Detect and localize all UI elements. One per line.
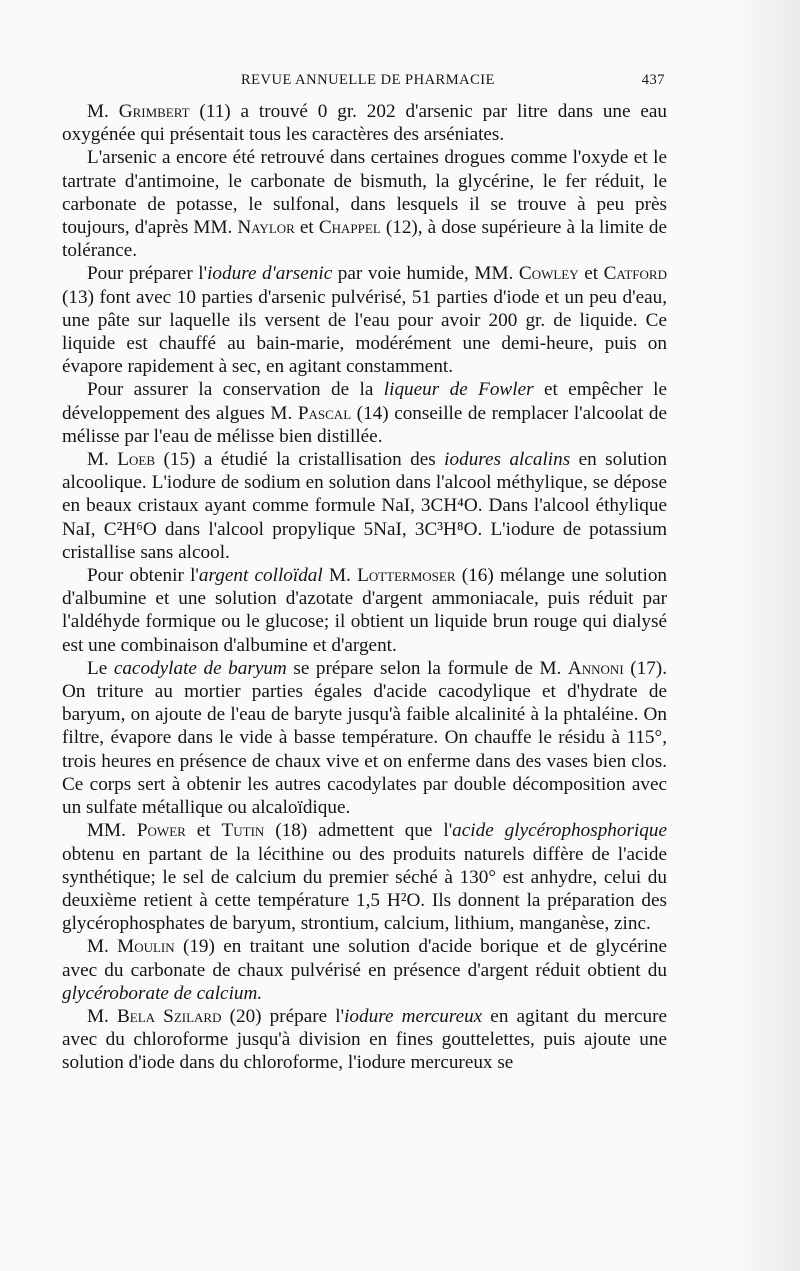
text-run: M. — [87, 101, 119, 122]
author-name: Chappel — [318, 217, 381, 239]
author-name: Moulin — [117, 936, 175, 958]
text-run: M. — [322, 565, 358, 587]
paragraph — [62, 100, 667, 146]
page-number: 437 — [641, 72, 665, 88]
paragraph — [62, 819, 667, 935]
text-run: L'arsenic a encore été retrouvé dans certaines drogues comme l'oxyde et le tartrate d'antimoine, le carbonate de bismuth, la glycérine, le fer réduit, le carbonate de potasse, le sulfonal, dans lesquels il se trouve à peu près toujours, d'après MM. — [62, 147, 667, 239]
text-run: obtenu en partant de la lécithine ou des produits naturels diffère de l'acide synthétique; le sel de calcium du premier séché à 130° est anhydre, celui du deuxième retient à cette température 1,5 H²O. Ils donnent la préparation des glycérophosphates de baryum, strontium, calcium, lithium, manganèse, zinc. — [62, 843, 667, 935]
text-run: (17). On triture au mortier parties égales d'acide cacodylique et d'hydrate de baryum, on ajoute de l'eau de baryte jusqu'à faible alcalinité à la phtaléine. On filtre, évapore dans le vide à basse température. On chauffe le résidu à 115°, trois heures en présence de chaux vive et on enferme dans des vases bien clos. Ce corps sert à obtenir les autres cacodylates par double décomposition avec un sulfate métallique ou alcaloïdique. — [62, 657, 667, 819]
author-name: Naylor — [237, 217, 295, 239]
text-run: (16) mélange une solution d'albumine et une solution d'azotate d'argent ammoniacale, puis réduit par l'aldéhyde formique ou le glucose; il obtient un liquide brun rouge qui dialysé est une combinaison d'albumine et d'argent. — [62, 565, 668, 656]
author-name: Loeb — [117, 449, 156, 471]
paragraph — [62, 657, 667, 819]
text-run: se prépare selon la formule de M. — [286, 657, 568, 679]
text-run: (14) conseille de remplacer l'alcoolat de mélisse par l'eau de mélisse bien distillée. — [62, 402, 667, 447]
paragraph — [62, 378, 667, 448]
italic-term: argent colloïdal — [198, 565, 323, 587]
text-run: en solution alcoolique. L'iodure de sodium en solution dans l'alcool méthylique, se dépose en beaux cristaux ayant comme formule NaI, 3CH⁴O. Dans l'alcool éthylique NaI, C²H⁶O dans l'alcool propylique 5NaI, 3C³H⁸O. L'iodure de potassium cristallise sans alcool. — [62, 449, 668, 563]
italic-term: acide glycérophosphorique — [452, 820, 667, 842]
author-name: Grimbert — [118, 101, 190, 122]
text-run: et empêcher le développement des algues M. — [62, 379, 667, 424]
author-name: Lottermoser — [357, 565, 456, 587]
running-title: REVUE ANNUELLE DE PHARMACIE — [241, 72, 495, 88]
author-name: Cowley — [518, 263, 579, 285]
paragraph — [62, 448, 667, 564]
text-run: Pour obtenir l' — [87, 565, 199, 587]
text-run: M. — [87, 1005, 117, 1027]
text-run: en agitant du mercure avec du chloroforme jusqu'à division en fines gouttelettes, puis ajoute une solution d'iode dans du chloroforme, l'iodure mercureux se — [62, 1005, 667, 1074]
text-run: M. — [87, 936, 118, 958]
author-name: Pascal — [297, 402, 352, 424]
italic-term: glycéroborate de calcium. — [62, 982, 263, 1004]
text-run: Pour assurer la conservation de la — [87, 379, 384, 401]
author-name: Power — [136, 820, 186, 842]
text-run: (19) en traitant une solution d'acide borique et de glycérine avec du carbonate de chaux pulvérisé en présence d'argent réduit obtient du — [62, 936, 667, 981]
italic-term: cacodylate de baryum — [113, 657, 287, 679]
text-run: (20) prépare l' — [221, 1005, 345, 1027]
text-run: (18) admettent que l' — [264, 820, 453, 842]
text-run: et — [578, 263, 604, 285]
text-run: (12), à dose supérieure à la limite de tolérance. — [62, 217, 667, 262]
text-run: M. — [87, 449, 118, 471]
text-run: Le — [87, 657, 114, 679]
italic-term: iodures alcalins — [444, 449, 571, 471]
text-run: Pour préparer l' — [87, 263, 208, 285]
author-name: Tutin — [221, 820, 265, 842]
paragraph — [62, 564, 667, 657]
author-name: Catford — [603, 263, 667, 285]
text-run: (15) a étudié la cristallisation des — [155, 449, 445, 471]
paragraph — [62, 935, 667, 1005]
text-run: et — [185, 820, 222, 842]
italic-term: liqueur de Fowler — [383, 379, 534, 401]
body-text — [62, 100, 667, 1075]
text-run: (13) font avec 10 parties d'arsenic pulvérisé, 51 parties d'iode et un peu d'eau, une pâte sur laquelle ils versent de l'eau pour avoir 200 gr. de liquide. Ce liquide est chauffé au bain-marie, modérément une demi-heure, puis on évapore rapidement à sec, en agitant constamment. — [62, 286, 667, 378]
italic-term: iodure mercureux — [344, 1005, 483, 1027]
paragraph — [62, 262, 667, 378]
text-run: et — [294, 217, 319, 239]
italic-term: iodure d'arsenic — [207, 263, 333, 285]
text-run: par voie humide, MM. — [332, 263, 519, 285]
author-name: Bela Szilard — [116, 1005, 222, 1027]
page-edge-shadow — [730, 0, 800, 1271]
text-run: MM. — [87, 820, 137, 842]
paragraph — [62, 1005, 667, 1075]
paragraph — [62, 146, 667, 262]
running-header — [93, 72, 665, 94]
author-name: Annoni — [567, 657, 624, 679]
text-run: (11) a trouvé 0 gr. 202 d'arsenic par litre dans une eau oxygénée qui présentait tous les caractères des arséniates. — [62, 101, 667, 146]
